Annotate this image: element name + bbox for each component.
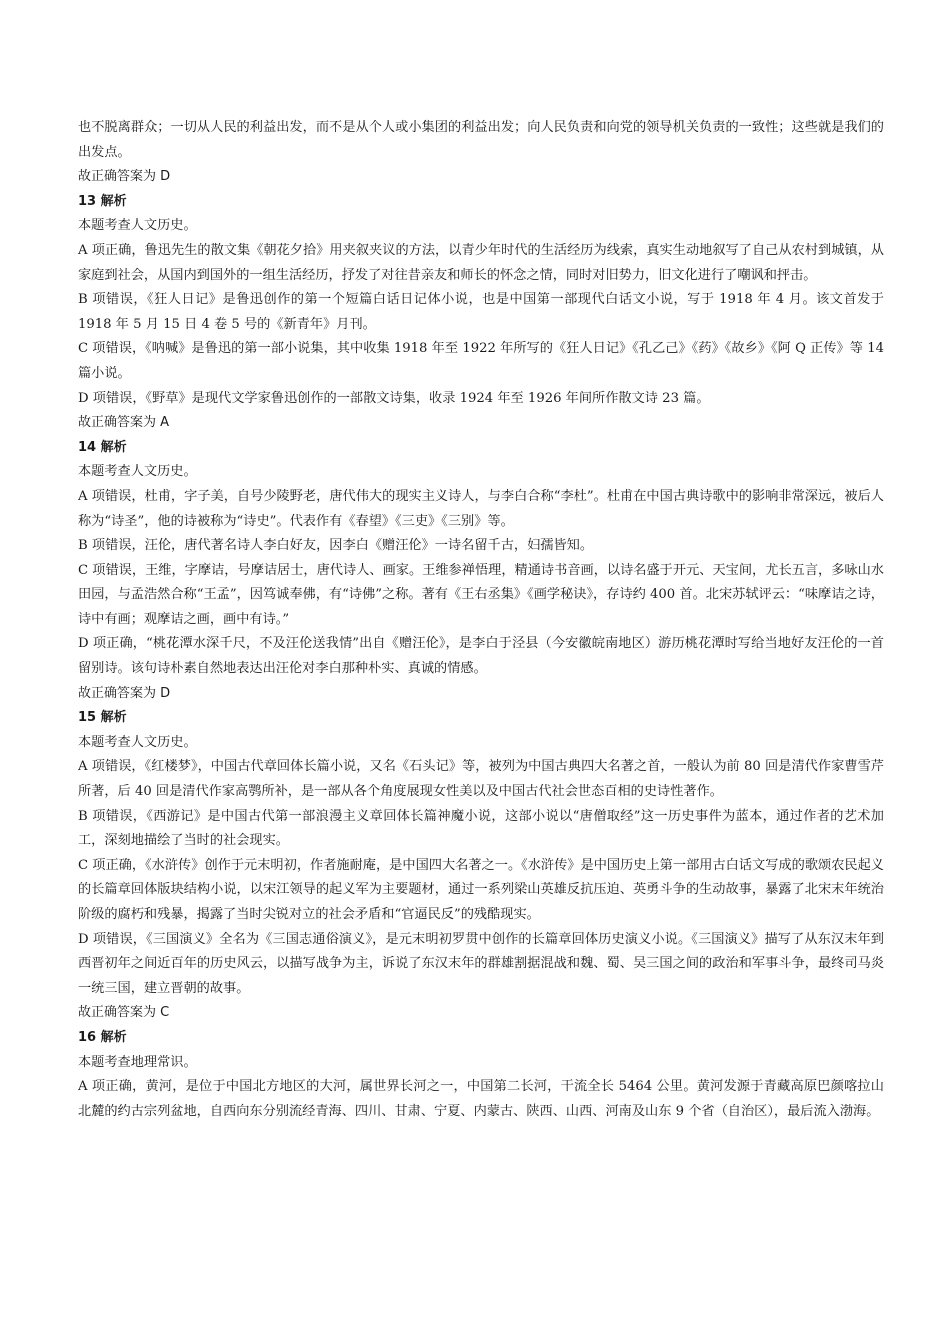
q15-answer: 故正确答案为 C: [78, 1005, 170, 1021]
q15-option-a: A 项错误，《红楼梦》，中国古代章回体长篇小说，又名《石头记》等，被列为中国古典四大名著之首，一般认为前 80 回是清代作家曹雪芹所著，后 40 回是清代作家高鹗所补，是一部从各个角度展现女性美以及中国古代社会世态百相的史诗性著作。: [78, 759, 884, 800]
question-15-analysis: [78, 706, 884, 1026]
q16-option-a: A 项正确，黄河，是位于中国北方地区的大河，属世界长河之一，中国第二长河，干流全长 5464 公里。黄河发源于青藏高原巴颜喀拉山北麓的约古宗列盆地，自西向东分别流经青海、四川、甘肃、宁夏、内蒙古、陕西、山西、河南及山东 9 个省（自治区），最后流入渤海。: [78, 1079, 884, 1119]
question-13-analysis: [78, 190, 884, 436]
q13-topic: 本题考查人文历史。: [78, 218, 197, 234]
q14-topic: 本题考查人文历史。: [78, 464, 197, 480]
document-page: [78, 116, 884, 1124]
q15-heading: 15 解析: [78, 710, 127, 726]
q14-heading: 14 解析: [78, 439, 127, 455]
q16-topic: 本题考查地理常识。: [78, 1054, 197, 1070]
q13-option-d: D 项错误，《野草》是现代文学家鲁迅创作的一部散文诗集，收录 1924 年至 1926 年间所作散文诗 23 篇。: [78, 390, 710, 406]
q14-option-b: B 项错误，汪伦，唐代著名诗人李白好友，因李白《赠汪伦》一诗名留千古，妇孺皆知。: [78, 538, 594, 554]
q15-option-b: B 项错误，《西游记》是中国古代第一部浪漫主义章回体长篇神魔小说，这部小说以“唐僧取经”这一历史事件为蓝本，通过作者的艺术加工，深刻地描绘了当时的社会现实。: [78, 808, 884, 849]
q13-option-b: B 项错误，《狂人日记》是鲁迅创作的第一个短篇白话日记体小说，也是中国第一部现代白话文小说，写于 1918 年 4 月。该文首发于 1918 年 5 月 15 日 4 卷 5 号的《新青年》月刊。: [78, 292, 884, 332]
q15-option-d: D 项错误，《三国演义》全名为《三国志通俗演义》，是元末明初罗贯中创作的长篇章回体历史演义小说。《三国演义》描写了从东汉末年到西晋初年之间近百年的历史风云，以描写战争为主，诉说了东汉末年的群雄割据混战和魏、蜀、吴三国之间的政治和军事斗争，最终司马炎一统三国，建立晋朝的故事。: [78, 931, 884, 996]
q13-option-a: A 项正确，鲁迅先生的散文集《朝花夕拾》用夹叙夹议的方法，以青少年时代的生活经历为线索，真实生动地叙写了自己从农村到城镇，从家庭到社会，从国内到国外的一组生活经历，抒发了对往昔亲友和师长的怀念之情，同时对旧势力，旧文化进行了嘲讽和抨击。: [78, 242, 884, 283]
question-14-analysis: [78, 436, 884, 707]
q14-option-c: C 项错误，王维，字摩诘，号摩诘居士，唐代诗人、画家。王维参禅悟理，精通诗书音画，以诗名盛于开元、天宝间，尤长五言，多咏山水田园，与孟浩然合称“王孟”，因笃诚奉佛，有“诗佛”之称。著有《王右丞集》《画学秘诀》，存诗约 400 首。北宋苏轼评云：“味摩诘之诗，诗中有画；观摩诘之画，画中有诗。”: [78, 562, 884, 627]
q15-option-c: C 项正确，《水浒传》创作于元末明初，作者施耐庵，是中国四大名著之一。《水浒传》是中国历史上第一部用古白话文写成的歌颂农民起义的长篇章回体版块结构小说，以宋江领导的起义军为主要题材，通过一系列梁山英雄反抗压迫、英勇斗争的生动故事，暴露了北宋末年统治阶级的腐朽和残暴，揭露了当时尖锐对立的社会矛盾和“官逼民反”的残酷现实。: [78, 857, 884, 922]
intro-continuation: 也不脱离群众；一切从人民的利益出发，而不是从个人或小集团的利益出发；向人民负责和向党的领导机关负责的一致性；这些就是我们的出发点。: [78, 120, 884, 160]
q13-option-c: C 项错误，《呐喊》是鲁迅的第一部小说集，其中收集 1918 年至 1922 年所写的《狂人日记》《孔乙己》《药》《故乡》《阿 Q 正传》等 14 篇小说。: [78, 341, 884, 381]
question-16-analysis: [78, 1026, 884, 1124]
q13-heading: 13 解析: [78, 193, 127, 209]
q14-option-d: D 项正确，“桃花潭水深千尺，不及汪伦送我情”出自《赠汪伦》，是李白于泾县（今安徽皖南地区）游历桃花潭时写给当地好友汪伦的一首留别诗。该句诗朴素自然地表达出汪伦对李白那种朴实、真诚的情感。: [78, 636, 884, 677]
intro-answer: 故正确答案为 D: [78, 169, 171, 185]
q13-answer: 故正确答案为 A: [78, 415, 170, 431]
q15-topic: 本题考查人文历史。: [78, 734, 197, 750]
q14-option-a: A 项错误，杜甫，字子美，自号少陵野老，唐代伟大的现实主义诗人，与李白合称“李杜”。杜甫在中国古典诗歌中的影响非常深远，被后人称为“诗圣”，他的诗被称为“诗史”。代表作有《春望》《三吏》《三别》等。: [78, 488, 884, 529]
q16-heading: 16 解析: [78, 1029, 127, 1045]
q14-answer: 故正确答案为 D: [78, 685, 171, 701]
